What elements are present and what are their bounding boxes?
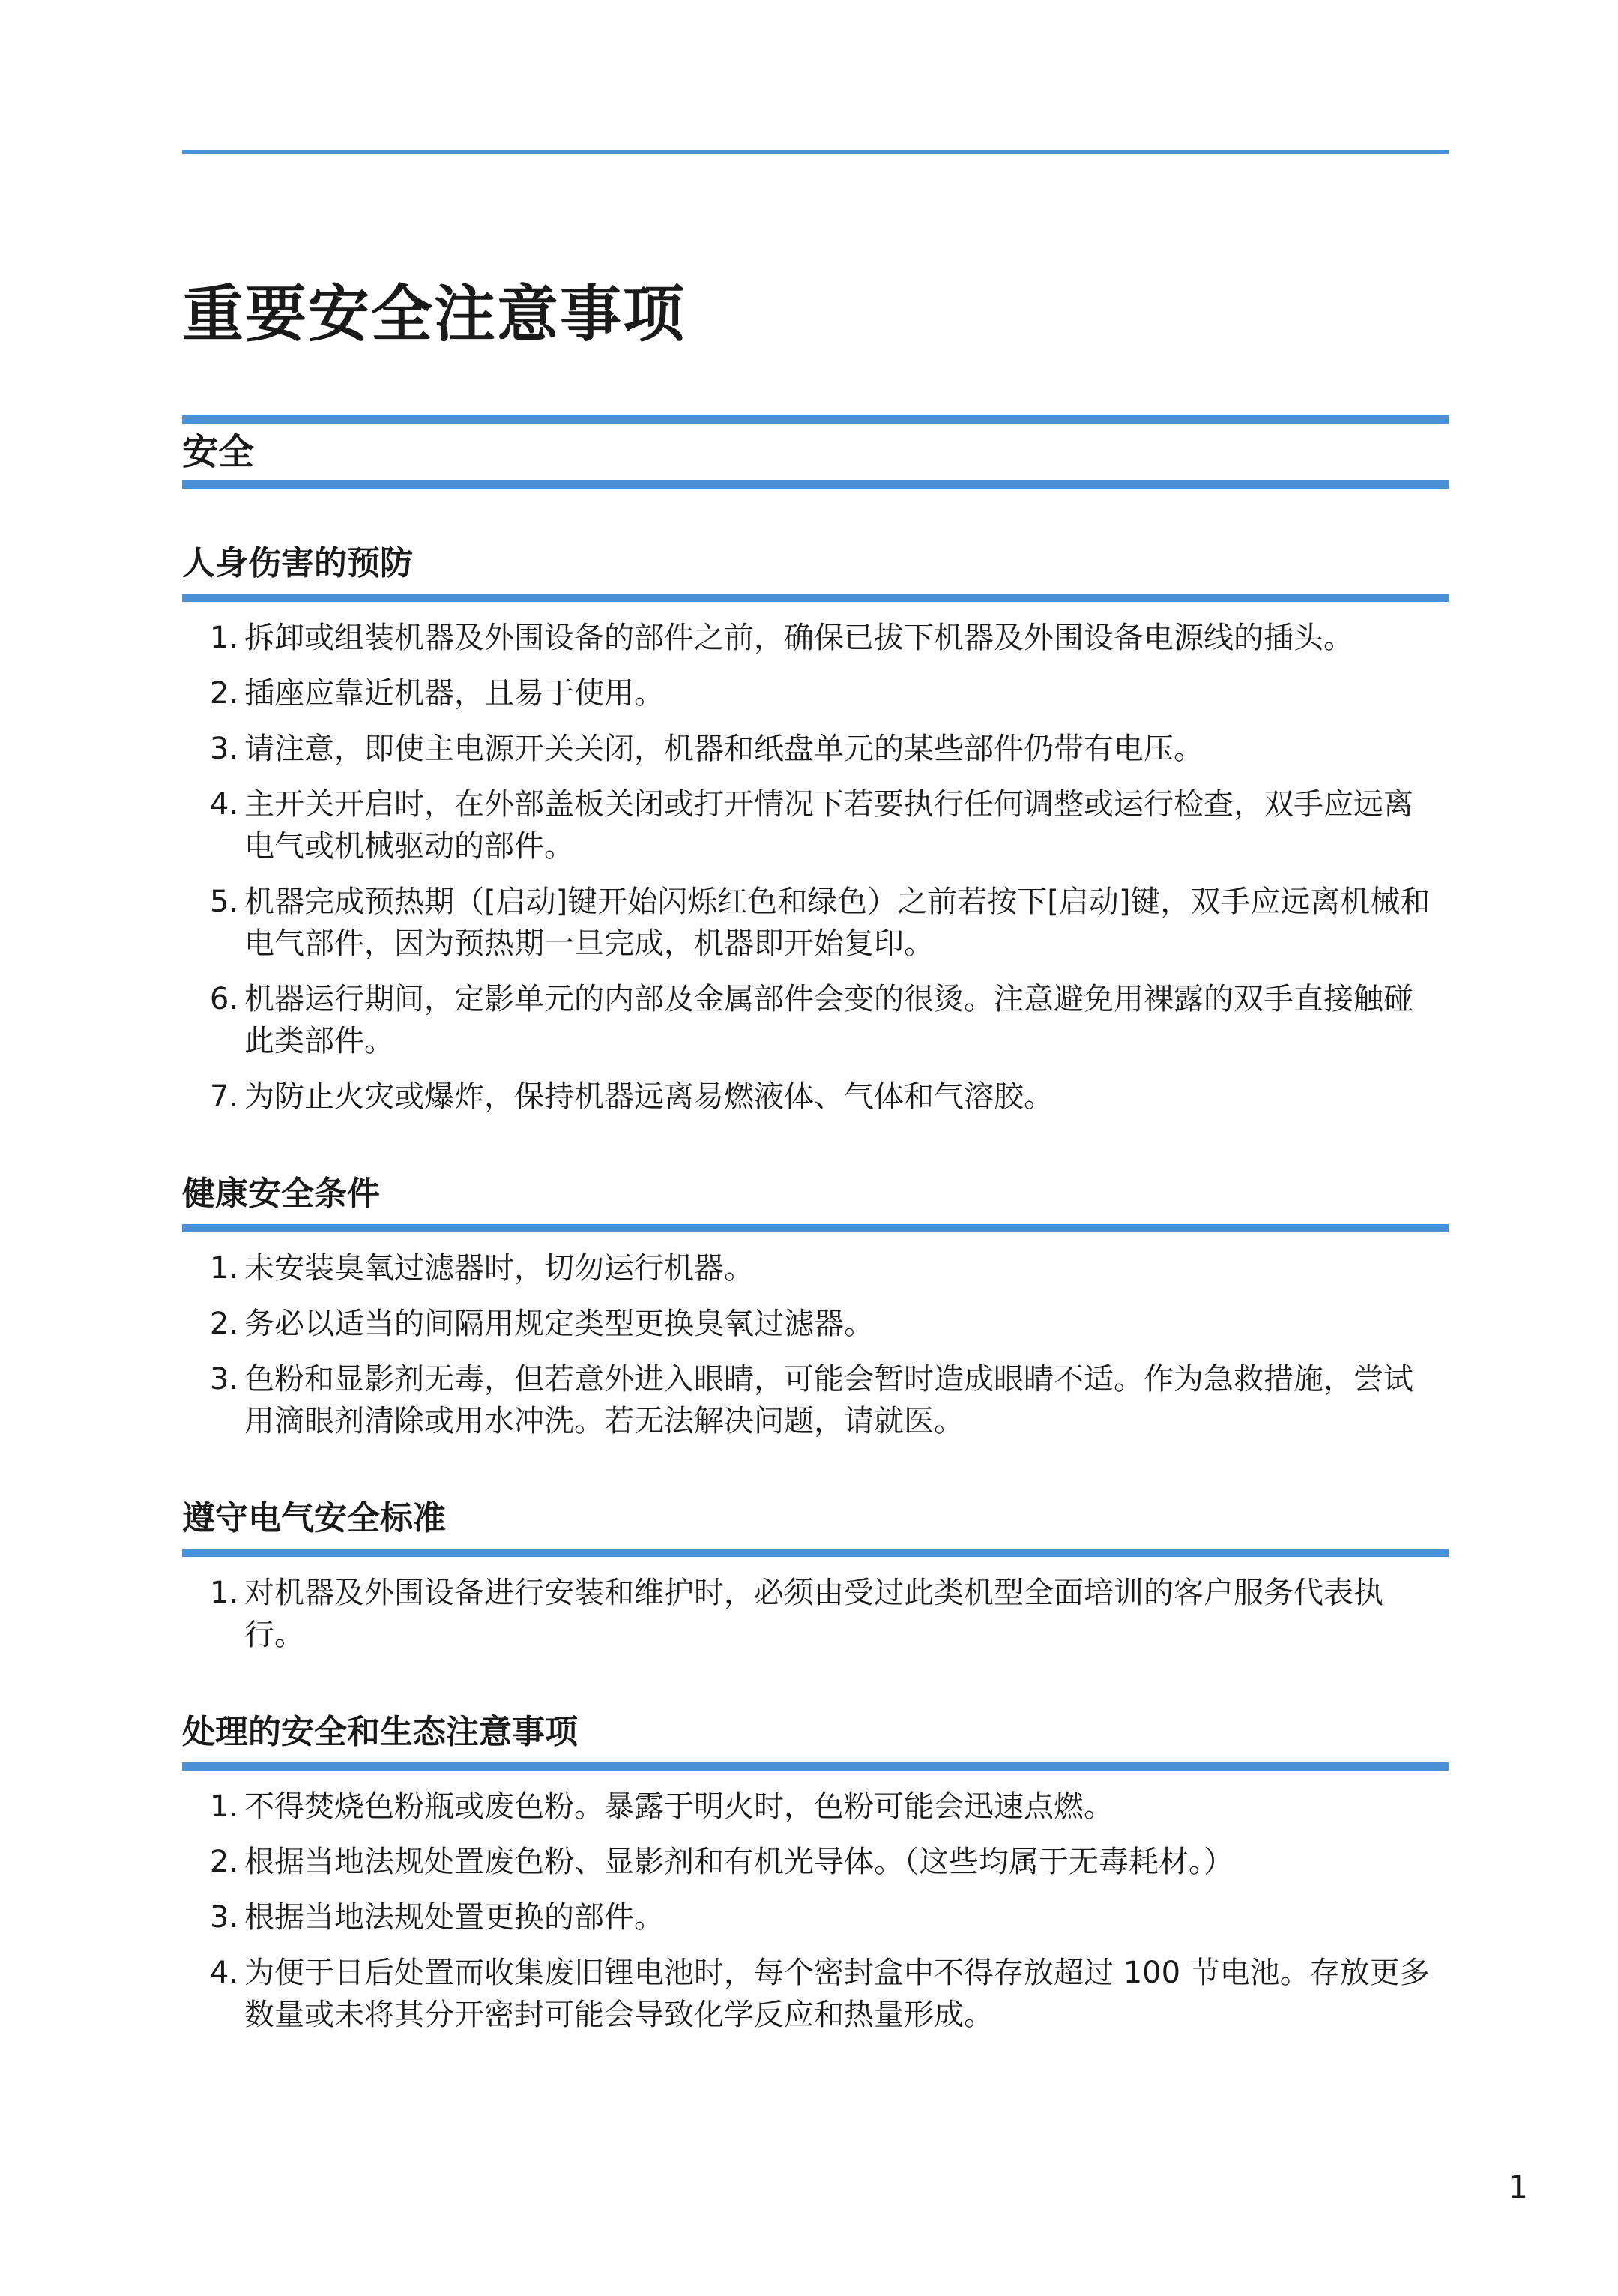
item-text: 对机器及外围设备进行安装和维护时，必须由受过此类机型全面培训的客户服务代表执行。 [244, 1576, 1383, 1652]
item-number: 4. [209, 787, 238, 822]
item-number: 2. [209, 676, 238, 711]
numbered-list [182, 1572, 1449, 1656]
list-item [182, 1247, 1449, 1289]
item-number: 3. [209, 1900, 238, 1935]
list-item [182, 1952, 1449, 2036]
item-text: 不得焚烧色粉瓶或废色粉。暴露于明火时，色粉可能会迅速点燃。 [244, 1789, 1114, 1824]
subsection-title: 健康安全条件 [182, 1175, 380, 1213]
item-text: 主开关开启时，在外部盖板关闭或打开情况下若要执行任何调整或运行检查，双手应远离电气或机械驱动的部件。 [244, 787, 1413, 864]
item-text: 请注意，即使主电源开关关闭，机器和纸盘单元的某些部件仍带有电压。 [244, 732, 1204, 766]
subsection-rule [182, 594, 1449, 602]
section-rule-bottom [182, 480, 1449, 489]
list-item [182, 783, 1449, 867]
item-text: 插座应靠近机器，且易于使用。 [244, 676, 664, 711]
list-item [182, 1358, 1449, 1442]
item-number: 5. [209, 885, 238, 919]
list-item [182, 672, 1449, 714]
item-number: 3. [209, 1362, 238, 1396]
page-number: 1 [1508, 2169, 1528, 2205]
subsection-title: 处理的安全和生态注意事项 [182, 1713, 578, 1751]
item-text: 为便于日后处置而收集废旧锂电池时，每个密封盒中不得存放超过 100 节电池。存放更多数量或未将其分开密封可能会导致化学反应和热量形成。 [244, 1956, 1430, 2032]
list-item [182, 728, 1449, 770]
list-item [182, 1076, 1449, 1118]
subsection-rule [182, 1549, 1449, 1557]
section-header [182, 415, 1449, 489]
section-rule-top [182, 415, 1449, 424]
subsection-injury-prevention [182, 540, 1449, 1118]
list-item [182, 617, 1449, 659]
item-number: 2. [209, 1307, 238, 1341]
numbered-list [182, 1786, 1449, 2036]
list-item [182, 1841, 1449, 1883]
subsection-rule [182, 1762, 1449, 1771]
main-content [182, 540, 1449, 2088]
subsection-health-safety [182, 1170, 1449, 1442]
item-text: 色粉和显影剂无毒，但若意外进入眼睛，可能会暂时造成眼睛不适。作为急救措施，尝试用滴眼剂清除或用水冲洗。若无法解决问题，请就医。 [244, 1362, 1413, 1438]
item-text: 根据当地法规处置更换的部件。 [244, 1900, 664, 1935]
item-number: 1. [209, 621, 238, 655]
item-number: 4. [209, 1956, 238, 1990]
top-divider [182, 150, 1449, 154]
numbered-list [182, 1247, 1449, 1442]
item-text: 未安装臭氧过滤器时，切勿运行机器。 [244, 1251, 754, 1286]
item-number: 7. [209, 1079, 238, 1114]
subsection-title: 遵守电气安全标准 [182, 1499, 446, 1537]
item-number: 1. [209, 1576, 238, 1610]
page-title: 重要安全注意事项 [182, 279, 686, 350]
item-text: 为防止火灾或爆炸，保持机器远离易燃液体、气体和气溶胶。 [244, 1079, 1054, 1114]
item-text: 机器运行期间，定影单元的内部及金属部件会变的很烫。注意避免用裸露的双手直接触碰此类部件。 [244, 982, 1413, 1058]
item-number: 3. [209, 732, 238, 766]
section-title: 安全 [182, 431, 255, 473]
item-number: 1. [209, 1251, 238, 1286]
subsection-disposal-safety [182, 1708, 1449, 2036]
list-item [182, 1572, 1449, 1656]
item-text: 机器完成预热期（[启动]键开始闪烁红色和绿色）之前若按下[启动]键，双手应远离机械和电气部件，因为预热期一旦完成，机器即开始复印。 [244, 885, 1431, 961]
subsection-rule [182, 1224, 1449, 1232]
item-number: 2. [209, 1845, 238, 1879]
list-item [182, 978, 1449, 1062]
list-item [182, 1786, 1449, 1828]
item-number: 1. [209, 1789, 238, 1824]
list-item [182, 881, 1449, 965]
item-text: 务必以适当的间隔用规定类型更换臭氧过滤器。 [244, 1307, 874, 1341]
list-item [182, 1896, 1449, 1938]
item-number: 6. [209, 982, 238, 1016]
item-text: 根据当地法规处置废色粉、显影剂和有机光导体。（这些均属于无毒耗材。） [244, 1845, 1234, 1879]
subsection-electrical-safety [182, 1495, 1449, 1656]
item-text: 拆卸或组装机器及外围设备的部件之前，确保已拔下机器及外围设备电源线的插头。 [244, 621, 1353, 655]
list-item [182, 1303, 1449, 1345]
subsection-title: 人身伤害的预防 [182, 544, 413, 582]
numbered-list [182, 617, 1449, 1118]
